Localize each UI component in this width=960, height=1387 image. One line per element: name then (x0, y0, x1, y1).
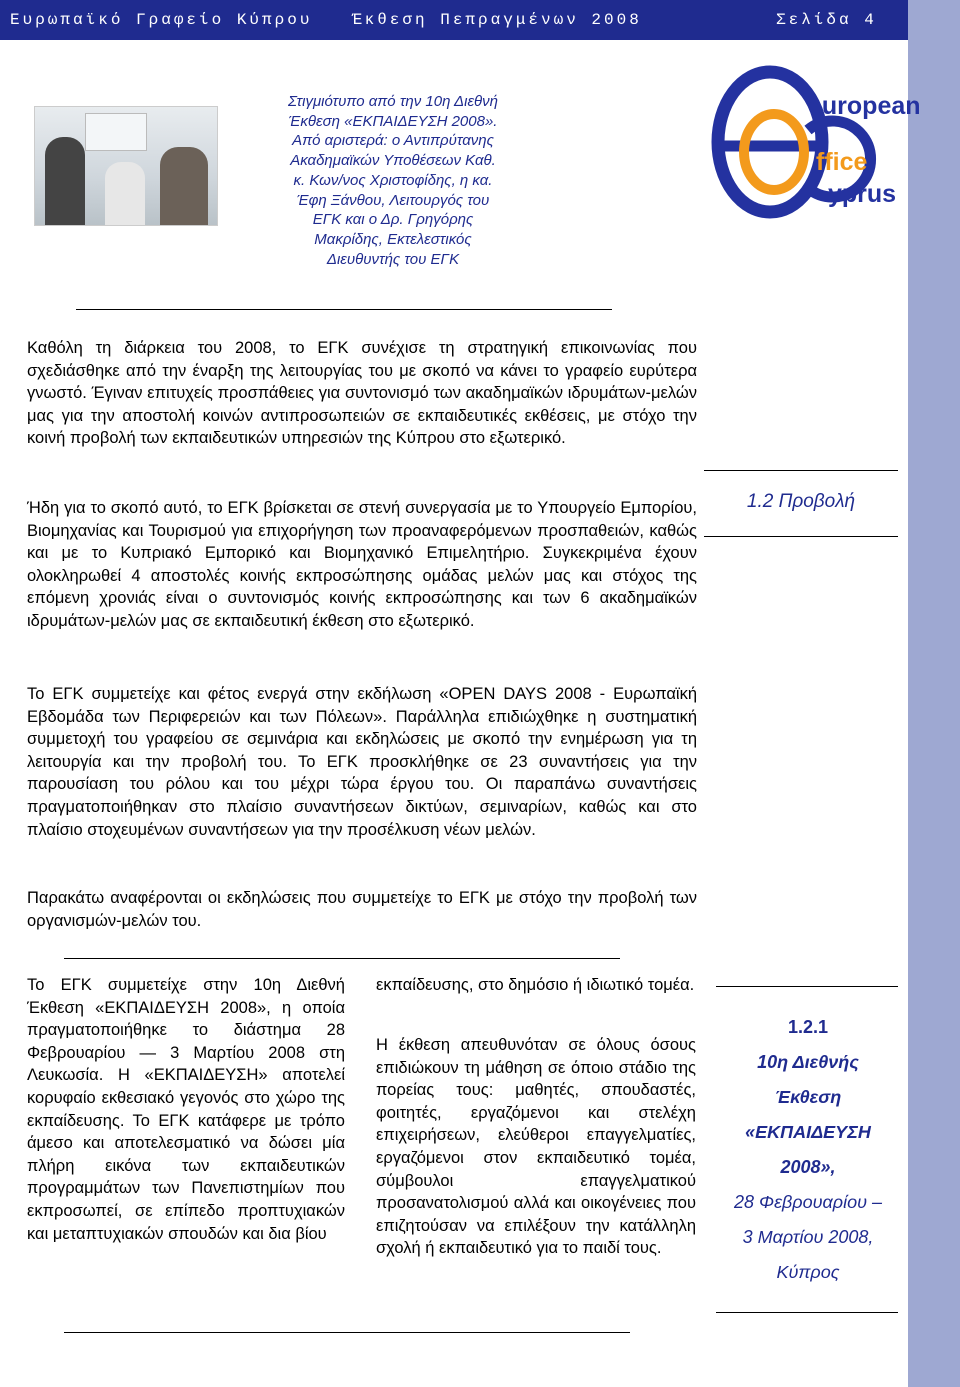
logo-word-office: ffice (816, 148, 868, 176)
logo-word-cyprus: yprus (828, 180, 897, 208)
side-box-date-line: 28 Φεβρουαρίου – (734, 1192, 882, 1212)
side-box-title-line: 2008», (780, 1157, 836, 1177)
side-rule-bottom (716, 1312, 898, 1313)
section-heading-promotion: 1.2 Προβολή (746, 491, 856, 512)
divider-line (76, 309, 612, 310)
side-box-title-line: 10η Διεθνής (757, 1052, 859, 1072)
divider-line (64, 958, 620, 959)
side-box-exhibition (716, 1010, 900, 1290)
page-header (0, 0, 908, 40)
side-color-band (908, 0, 960, 1387)
column-right-text-2: Η έκθεση απευθυνόταν σε όλους όσους επιδιώκουν τη μάθηση σε όποιο στάδιο της πορείας τους: μαθητές, σπουδαστές, φοιτητές, εργαζόμενοι και στελέχη επιχειρήσεων, ελεύθεροι επαγγελματίες, εργαζόμενοι στον εκπαιδευτικό τομέα, σύμβουλοι επαγγελματικού προσανατολισμού αλλά και οικογένειες που επιζητούσαν να επιλέξουν την κατάλληλη σχολή ή εκπαιδευτικό για το παιδί τους. (376, 1036, 696, 1258)
paragraph-communication: Καθόλη τη διάρκεια του 2008, το ΕΓΚ συνέχισε τη στρατηγική επικοινωνίας που σχεδιάσθηκε από την έναρξη της λειτουργίας του με σκοπό να κάνει το γραφείο ευρύτερα γνωστό. Έγιναν επιτυχείς προσπάθειες για συντονισμό των ακαδημαϊκών ιδρυμάτων-μελών μας για την αποστολή κοινών αντιπροσωπειών σε εκπαιδευτικές εκθέσεις, με στόχο την κοινή προβολή των εκπαιδευτικών υπηρεσιών της Κύπρου στο εξωτερικό. (27, 339, 697, 448)
photo-banner (85, 113, 147, 151)
caption-line: Μακρίδης, Εκτελεστικός (314, 230, 472, 248)
event-photo (34, 106, 218, 226)
eoc-logo (712, 60, 921, 220)
column-left-text: Το ΕΓΚ συμμετείχε στην 10η Διεθνή Έκθεση «ΕΚΠΑΙΔΕΥΣΗ 2008», η οποία πραγματοποιήθηκε το διάστημα 28 Φεβρουαρίου — 3 Μαρτίου 2008 στη Λευκωσία. Η «ΕΚΠΑΙΔΕΥΣΗ» αποτελεί κορυφαίο εκθεσιακό γεγονός στο χώρο της εκπαίδευσης. Το ΕΓΚ κατάφερε με τρόπο άμεσο και αποτελεσματικό να δώσει μία πλήρη εικόνα των εκπαιδευτικών προγραμμάτων των Πανεπιστημίων που εκπροσωπεί, σε επίπεδο προπτυχιακών και μεταπτυχιακών σπουδών και δια βίου (27, 976, 345, 1243)
caption-line: Από αριστερά: ο Αντιπρύτανης (292, 132, 494, 150)
side-box-number: 1.2.1 (787, 1017, 829, 1037)
caption-line: Ακαδημαϊκών Υποθέσεων Καθ. (290, 152, 496, 170)
photo-person (45, 137, 85, 225)
header-report-title: Έκθεση Πεπραγμένων 2008 (352, 11, 642, 29)
side-rule-top (704, 470, 898, 471)
side-rule-bottom (704, 536, 898, 537)
caption-line: Έφη Ξάνθου, Λειτουργός του (296, 191, 490, 209)
side-box-place: Κύπρος (776, 1262, 840, 1282)
header-page-number: Σελίδα 4 (776, 11, 877, 29)
logo-word-european: european (808, 92, 921, 120)
side-rule-top (716, 986, 898, 987)
column-right-text-1: εκπαίδευσης, στο δημόσιο ή ιδιωτικό τομέα. (376, 976, 695, 994)
paragraph-cooperation: Ήδη για το σκοπό αυτό, το ΕΓΚ βρίσκεται σε στενή συνεργασία με το Υπουργείο Εμπορίου, Βιομηχανίας και Τουρισμού για επιχορήγηση των προαναφερόμενων προσπαθειών, καθώς και με το Κυπριακό Εμπορικό και Βιομηχανικό Επιμελητήριο. Συγκεκριμένα έχουν ολοκληρωθεί 4 αποστολές κοινής εκπροσώπησης ομάδας μελών μας και στόχος της επόμενη χρονιάς είναι ο συντονισμός κοινής εκπροσώπησης και των 6 ακαδημαϊκών ιδρυμάτων-μελών μας σε εκπαιδευτική έκθεση στο εξωτερικό. (27, 499, 697, 630)
paragraph-events-intro: Παρακάτω αναφέρονται οι εκδηλώσεις που συμμετείχε το ΕΓΚ με στόχο την προβολή των οργανισμών-μελών του. (27, 889, 697, 930)
caption-line: Στιγμιότυπο από την 10η Διεθνή (287, 93, 498, 110)
photo-person (105, 162, 145, 225)
header-office-name: Ευρωπαϊκό Γραφείο Κύπρου (10, 11, 313, 29)
caption-line: κ. Κων/νος Χριστοφίδης, η κα. (293, 171, 493, 189)
photo-caption (248, 92, 538, 269)
side-box-title-line: Έκθεση (774, 1087, 842, 1107)
side-box-date-line: 3 Μαρτίου 2008, (742, 1227, 874, 1247)
side-box-title-line: «ΕΚΠΑΙΔΕΥΣΗ (745, 1122, 871, 1142)
caption-line: Διευθυντής του ΕΓΚ (326, 250, 460, 268)
photo-person (160, 147, 208, 225)
divider-line (64, 1332, 630, 1333)
paragraph-open-days: Το ΕΓΚ συμμετείχε και φέτος ενεργά στην εκδήλωση «OPEN DAYS 2008 - Ευρωπαϊκή Εβδομάδα των Περιφερειών και των Πόλεων». Παράλληλα επιδιώχθηκε η συστηματική συμμετοχή του γραφείου σε σεμινάρια και εκδηλώσεις με σκοπό την ενημέρωση για τη λειτουργία και την προβολή του. Το ΕΓΚ προσκλήθηκε σε 23 συναντήσεις για την παρουσίαση του ρόλου και του μέχρι τώρα έργου του. Οι παραπάνω συναντήσεις πραγματοποιήθηκαν στο πλαίσιο συναντήσεων δικτύων, σεμιναρίων, καθώς και στο πλαίσιο στοχευμένων συναντήσεων για την προσέλκυση νέων μελών. (27, 685, 697, 839)
caption-line: ΕΓΚ και ο Δρ. Γρηγόρης (312, 211, 474, 229)
caption-line: Έκθεση «ΕΚΠΑΙΔΕΥΣΗ 2008». (288, 112, 498, 130)
logo-o-ring (744, 114, 804, 190)
